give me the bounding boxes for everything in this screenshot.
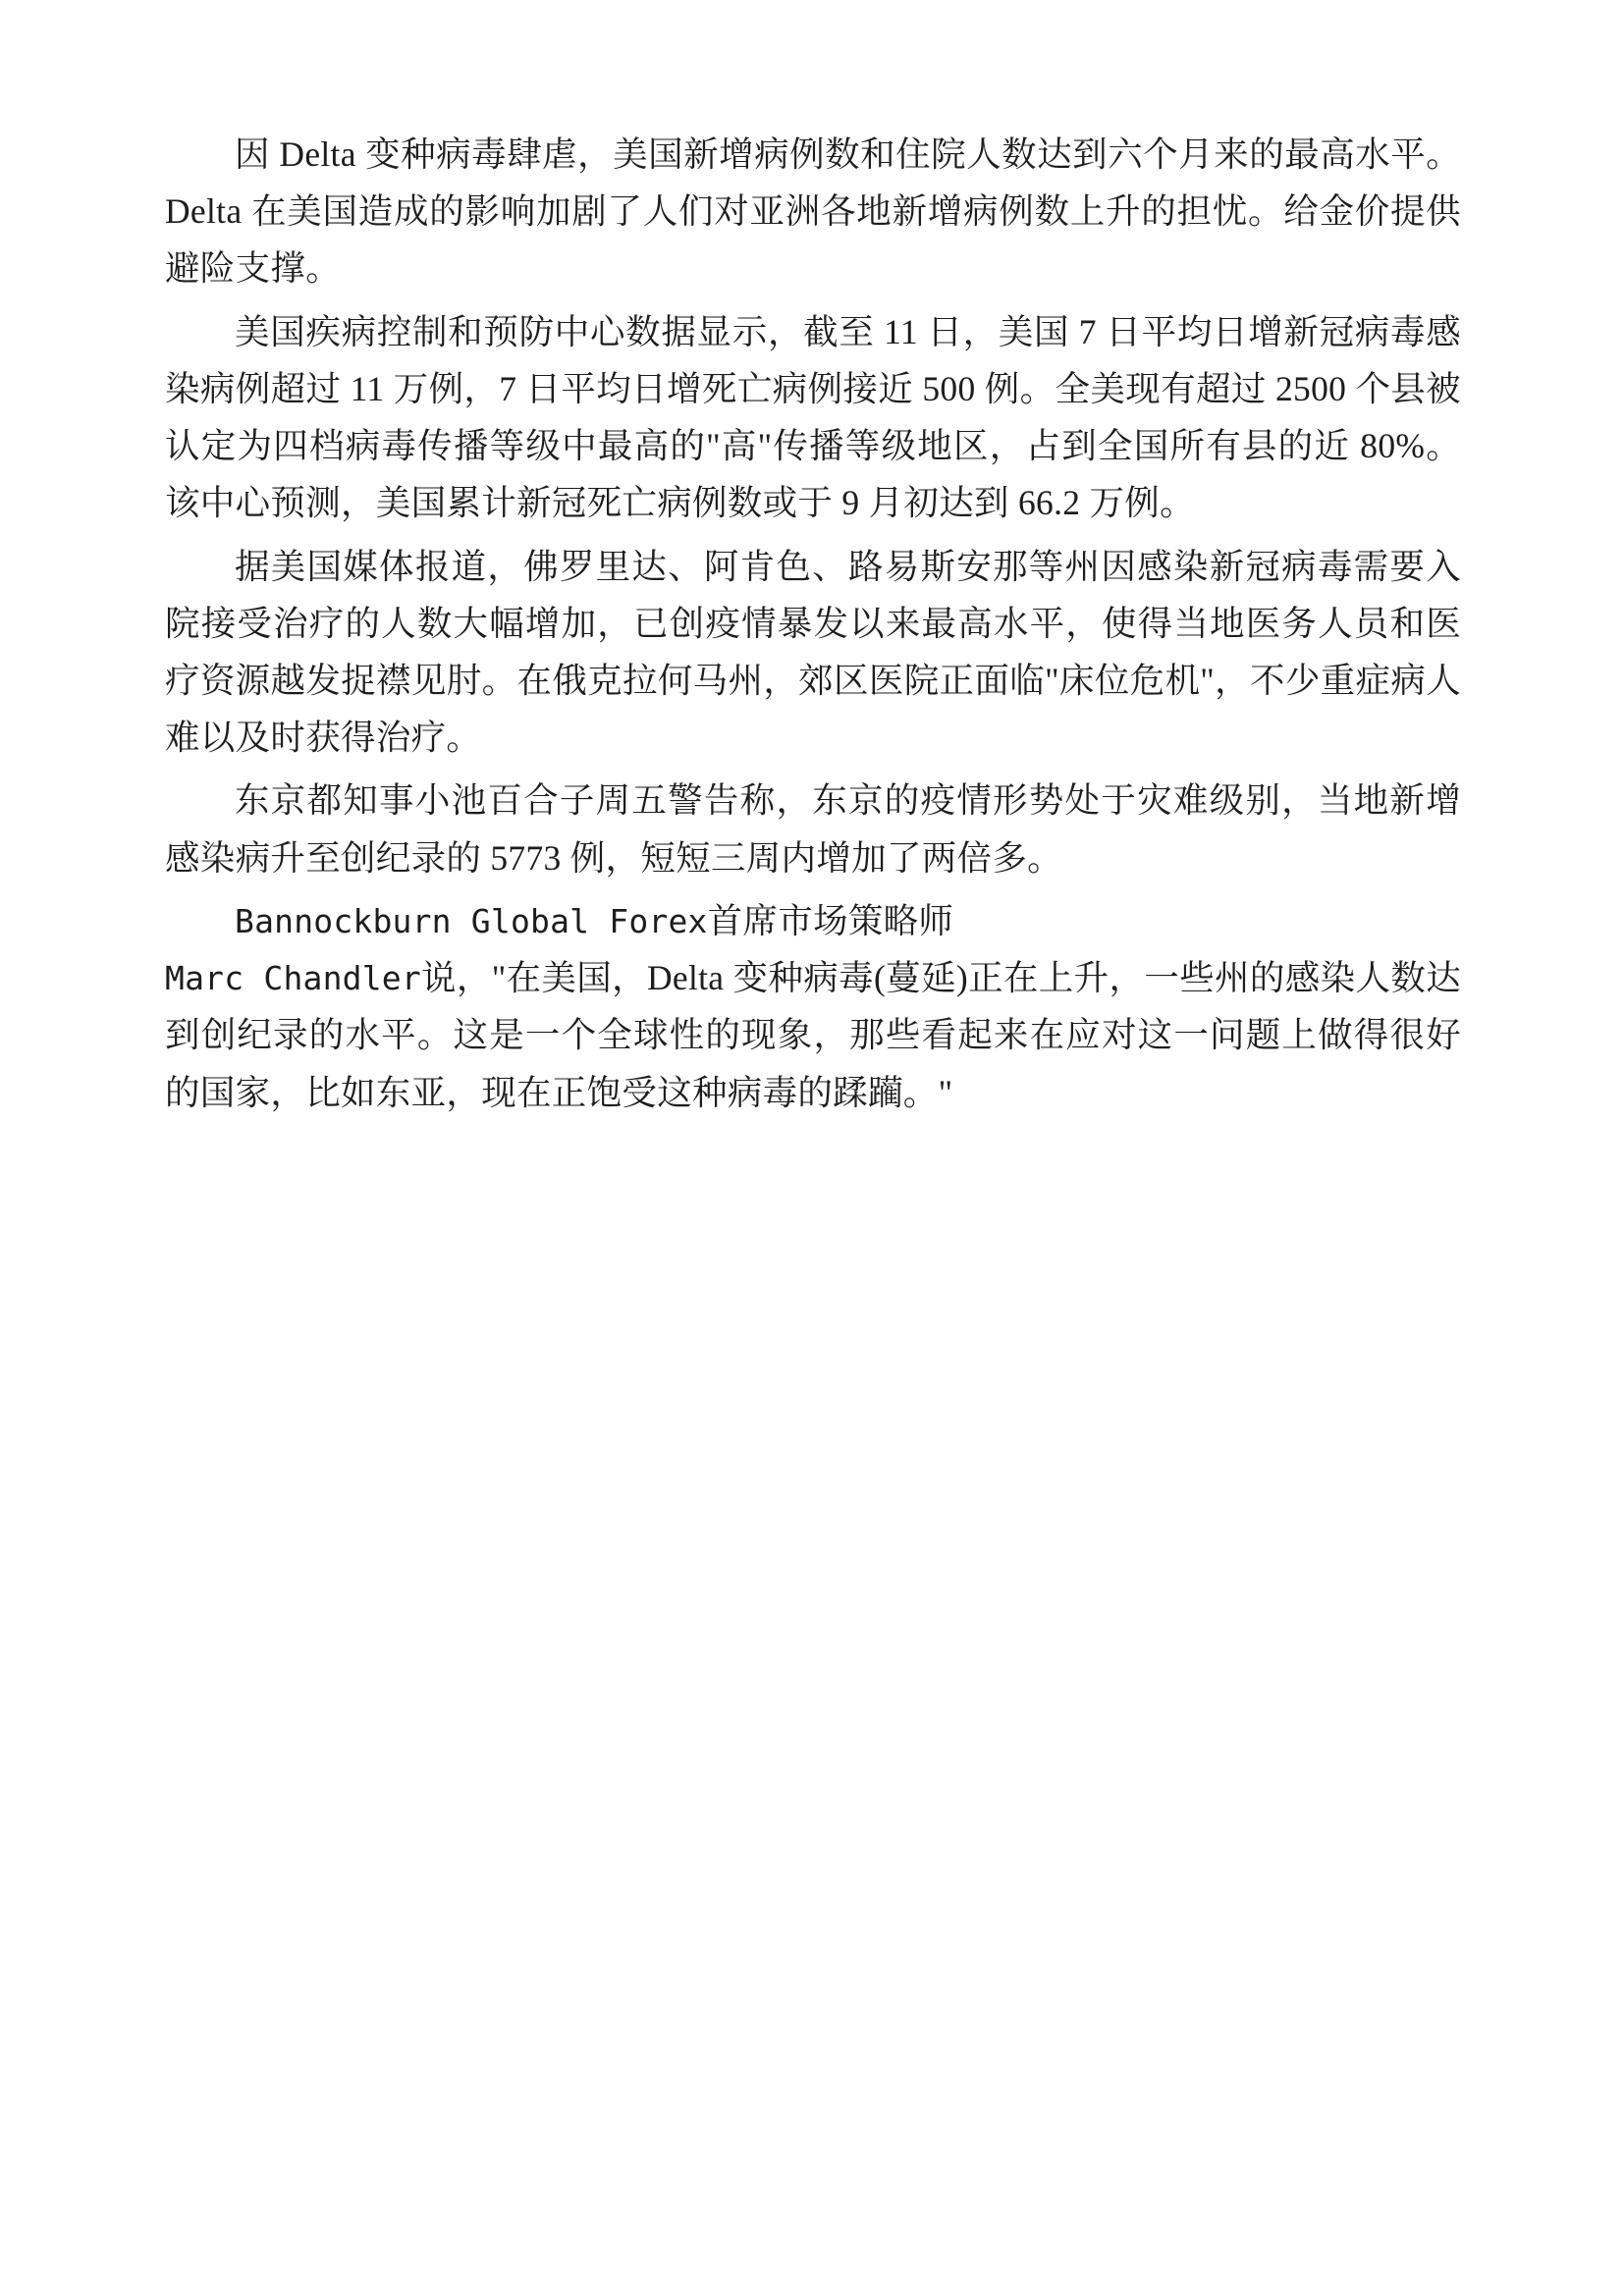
paragraph-5-quote [165,892,1461,1121]
paragraph-1: 因 Delta 变种病毒肆虐，美国新增病例数和住院人数达到六个月来的最高水平。Delta 在美国造成的影响加剧了人们对亚洲各地新增病例数上升的担忧。给金价提供避险支撑。 [165,134,1461,289]
source-title: 首席市场策略师 [707,900,954,940]
document-body [165,126,1461,1127]
speaker-name-mono: Marc Chandler [165,959,421,998]
paragraph-3: 据美国媒体报道，佛罗里达、阿肯色、路易斯安那等州因感染新冠病毒需要入院接受治疗的人数大幅增加，已创疫情暴发以来最高水平，使得当地医务人员和医疗资源越发捉襟见肘。在俄克拉何马州，郊区医院正面临"床位危机"，不少重症病人难以及时获得治疗。 [165,546,1461,758]
paragraph-4: 东京都知事小池百合子周五警告称，东京的疫情形势处于灾难级别，当地新增感染病升至创纪录的 5773 例，短短三周内增加了两倍多。 [165,780,1461,878]
quote-text: 说，"在美国，Delta 变种病毒(蔓延)正在上升，一些州的感染人数达到创纪录的水平。这是一个全球性的现象，那些看起来在应对这一问题上做得很好的国家，比如东亚，现在正饱受这种病毒的蹂躏。" [165,958,1461,1112]
source-name-mono: Bannockburn Global Forex [235,901,708,940]
paragraph-2: 美国疾病控制和预防中心数据显示，截至 11 日，美国 7 日平均日增新冠病毒感染病例超过 11 万例，7 日平均日增死亡病例接近 500 例。全美现有超过 2500 个县被认定为四档病毒传播等级中最高的"高"传播等级地区，占到全国所有县的近 80%。该中心预测，美国累计新冠死亡病例数或于 9 月初达到 66.2 万例。 [165,311,1461,523]
